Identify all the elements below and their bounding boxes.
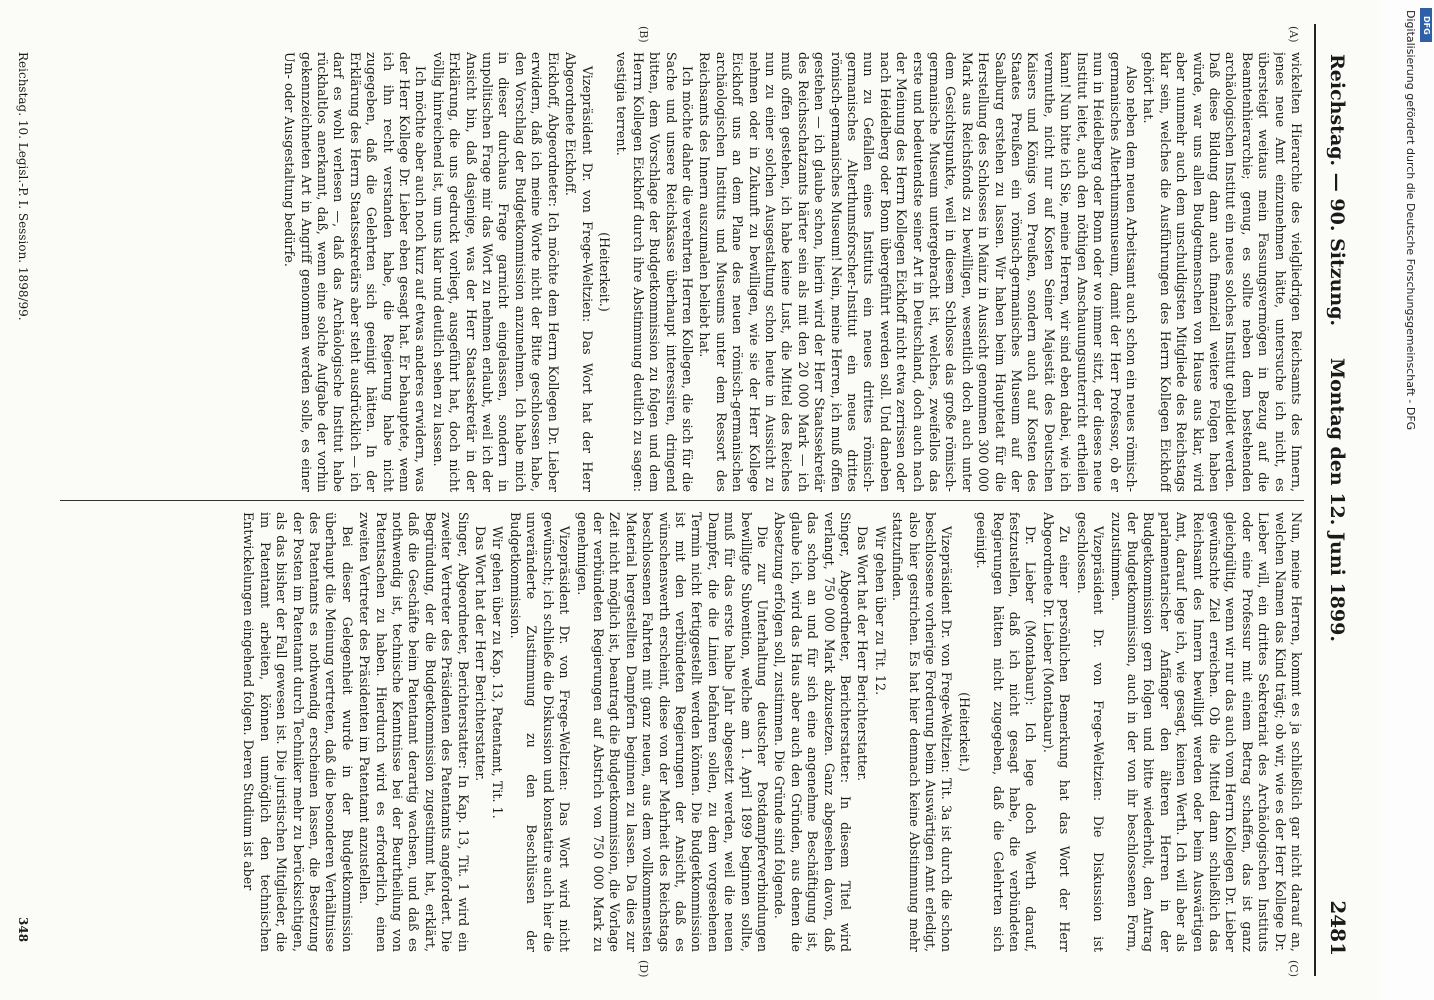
- column-divider: [60, 500, 1304, 501]
- digitization-credit: [1402, 0, 1432, 1000]
- paragraph: Vizepräsident Dr. von Frege-Weltzien: Tit. 3a ist durch die schon beschlossene vorherige Forderung beim Auswärtigen Amt erledigt, also hier gestrichen. Es hat hier demnach keine Abstimmung mehr stattzufinden.: [890, 512, 955, 952]
- paragraph: Singer, Abgeordneter, Berichterstatter: In diesem Titel wird verlangt, 750 000 Mark abzusetzen. Ganz abgesehen davon, daß das schon an und für sich eine angenehme Beschäftigung ist, glaube ich, wird das Haus aber auch den Gründen, aus denen die Absetzung erfolgen soll, zustimmen. Die Gründe sind folgende.: [772, 512, 854, 952]
- page-header: [1320, 24, 1354, 976]
- digitization-credit-text: Digitalisierung gefördert durch die Deutsche Forschungsgemeinschaft - DFG: [1404, 10, 1417, 431]
- paragraph: Wir gehen über zu Tit. 12.: [872, 526, 888, 696]
- paragraph: (Heiterkeit.): [956, 692, 972, 772]
- margin-marker-b: (B): [637, 26, 650, 43]
- paragraph: Dr. Lieber (Montabaur): Ich lege doch Werth darauf, festzustellen, daß ich nicht gesagt habe, die verbündeten Regierungen hätten nicht zugegeben, daß die Gelehrten sich geeinigt.: [974, 512, 1039, 952]
- right-text-column: [60, 512, 1304, 952]
- paragraph: Vizepräsident Dr. von Frege-Weltzien: Die Diskussion ist geschlossen.: [1074, 512, 1107, 952]
- paragraph: Singer, Abgeordneter, Berichterstatter: In Kap. 13, Tit. 1 wird ein zweiter Vertreter des Präsidenten des Patentamts angefordert. Die Begründung, der die Budgetkommission zugestimmt hat, erklärt, daß die Geschäfte beim Patentamt derartig wachsen, und daß es nothwendig ist, technische Kenntnisse bei der Beurtheilung von Patentsachen zu haben. Hierdurch wird es erforderlich, einen zweiten Vertreter des Präsidenten im Patentamt anzustellen.: [357, 512, 471, 952]
- paragraph: Das Wort hat der Herr Berichterstatter.: [473, 526, 489, 782]
- paragraph: wickelten Hierarchie des vielgliedrigen Reichsamts des Innern, jenes neue Amt einzunehmen hätte, untersuche ich nicht, es übersteigt weitaus mein Fassungsvermögen in Bezug auf die Beamtenhierarchie; genug, es sollte neben dem bestehenden archäologischen Institut ein neues solches Institut gebildet werden. Daß diese Bildung dann auch finanziell weitere Folgen haben würde, war uns allen Budgetmenschen von Hause aus klar, wird aber nunmehr auch dem unschuldigsten Mitgliede des Reichstags klar sein, welches die Ausführungen des Herrn Kollegen Eickhoff gehört hat.: [1141, 52, 1304, 492]
- margin-marker-a: (A): [1287, 26, 1300, 43]
- paragraph: Die zur Unterhaltung deutscher Postdampferverbindungen bewilligte Subvention, welche am 1. April 1899 beginnen sollte, muß für das erste halbe Jahr abgesetzt werden, weil die neuen Dampfer, die die Linien befahren sollen, zu dem vorgesehenen Termin nicht fertiggestellt werden können. Die Budgetkommission ist mit den verbündeten Regierungen der Ansicht, daß es wünschenswerth erscheint, diese von der Mehrheit des Reichstags beschlossenen Fahrten mit ganz neuen, aus dem vollkommensten Material hergestellten Dampfern beginnen zu lassen. Da dies zur Zeit nicht möglich ist, beantragt die Budgetkommission, die Vorlage der verbündeten Regierungen auf Abstrich von 750 000 Mark zu genehmigen.: [574, 512, 770, 952]
- margin-marker-d: (D): [637, 960, 650, 978]
- header-date: Montag den 12. Juni 1899.: [1326, 358, 1348, 642]
- paragraph: Bei dieser Gelegenheit wurde in der Budgetkommission überhaupt die Meinung vertreten, daß die besonderen Verhältnisse des Patentamts es nothwendig erscheinen lassen, die Besetzung der Posten im Patentamt durch Techniker mehr zu berücksichtigen, als das bisher der Fall gewesen ist. Die juristischen Mitglieder, die im Patentamt arbeiten, können unmöglich den technischen Entwickelungen eingehend folgen. Deren Studium ist aber: [241, 512, 355, 952]
- header-session: Reichstag. — 90. Sitzung.: [1326, 54, 1348, 327]
- footer-sheet-number: 348: [16, 917, 30, 943]
- footer-session-info: Reichstag. 10. Legisl.-P. I. Session. 1898/99.: [16, 52, 30, 321]
- header-rule: [1314, 24, 1316, 976]
- paragraph: Zu einer persönlichen Bemerkung hat das Wort der Herr Abgeordnete Dr. Lieber (Montabaur).: [1040, 512, 1073, 952]
- paragraph: Also neben dem neuen Arbeitsamt auch schon ein neues römisch-germanisches Alterthumsmuseum, damit der Herr Professor, ob er nun in Heidelberg oder Bonn oder wo immer sitzt, der dieses neue Institut leitet, auch den nöthigen Anschauungsunterricht ertheilen kann! Nun bitte ich Sie, meine Herren, wir sind eben dabei, wie ich vermuthe, nicht nur auf Kosten Seiner Majestät des Deutschen Kaisers und Königs von Preußen, sondern auch auf Kosten des Staates Preußen ein römisch-germanisches Museum auf der Saalburg erstehen zu lassen. Wir haben beim Hauptetat für die Herstellung des Schlosses in Mainz in Aussicht genommen 300 000 Mark aus Reichsfonds zu bewilligen, wesentlich doch auch unter dem Gesichtspunkte, weil in diesem Schlosse das große römisch-germanische Museum untergebracht ist, welches, zweifellos das erste und bedeutendste seiner Art in Deutschland, doch auch nach der Meinung des Herrn Kollegen Eickhoff nicht etwa zerrissen oder nach Heidelberg oder Bonn übergeführt werden soll. Und daneben nun zu Gefallen eines Instituts ein neues drittes römisch-germanisches Alterthumsforscher-Institut ein neues drittes römisch-germanisches Museum! Nein, meine Herren, ich muß offen gestehen — ich glaube schon, hierin wird der Herr Staatssekretär des Reichsschatzamts härter sein als mit den 20 000 Mark — ich muß offen gestehen, ich habe keine Lust, die Mittel des Reiches nun zu einer solchen Ausgestaltung schon heute in Aussicht zu nehmen oder in Zukunft zu bewilligen, wie sie der Herr Kollege Eickhoff uns an dem Plane des neuen römisch-germanischen archäologischen Instituts und Museums unter dem Ressort des Reichsamts des Innern auszumalen beliebt hat.: [697, 52, 1139, 492]
- paragraph: (Heiterkeit.): [596, 232, 612, 312]
- paragraph: Ich möchte daher die verehrten Herren Kollegen, die sich für die Sache und unsere Reichskasse überhaupt interessiren, dringend bitten, dem Vorschlage der Budgetkommission zu folgen und dem Herrn Kollegen Eickhoff durch ihre Abstimmung deutlich zu sagen: vestigia terrent.: [614, 52, 695, 492]
- paragraph: Wir gehen über zu Kap. 13, Patentamt, Tit. 1.: [490, 526, 506, 819]
- paragraph: Eickhoff, Abgeordneter: Ich möchte dem Herrn Kollegen Dr. Lieber erwidern, daß ich meine Worte nicht der Bitte geschlossen habe, den Vorschlag der Budgetkommission anzunehmen. Ich habe mich in dieser durchaus Frage garnicht eingelassen, sondern in unpolitischen Frage mir das Wort zu nehmen erlaubt, weil ich der Ansicht bin, daß dasjenige, was der Herr Staatssekretär in der Erklärung, die uns gedruckt vorliegt, ausgeführt hat, doch nicht völlig hinreichend ist, um uns klar und deutlich sehen zu lassen.: [430, 52, 561, 492]
- paragraph: Vizepräsident Dr. von Frege-Weltzien: Das Wort hat der Herr Abgeordnete Eickhoff.: [563, 52, 595, 492]
- margin-marker-c: (C): [1287, 960, 1300, 977]
- page-number: 2481: [1326, 900, 1350, 956]
- left-text-column: [60, 52, 1304, 492]
- dfg-logo: DFG: [1420, 8, 1432, 42]
- paragraph: Nun, meine Herren, kommt es ja schließlich gar nicht darauf an, welchen Namen das Kind trägt; ob wir, wie es der Herr Kollege Dr. Lieber will, ein drittes Sekretariat des Archäologischen Instituts oder eine Professur mit einem Betrag schaffen, das ist ganz gleichgültig, wenn wir nur das auch vom Herrn Kollegen Dr. Lieber gewünschte Ziel erreichen. Ob die Mittel dann schließlich das Reichsamt des Innern bewilligt werden oder beim Auswärtigen Amt, darauf lege ich, wie gesagt, keinen Werth. Ich will aber als parlamentarischer Anfänger den älteren Herren in der Budgetkommission gern folgen und bitte wiederholt, den Antrag der Budgetkommission, auch in der von ihr beschlossenen Form, zuzustimmen.: [1108, 512, 1304, 952]
- paragraph: Vizepräsident Dr. von Frege-Weltzien: Das Wort wird nicht gewünscht; ich schließe die Diskussion und konstatire auch hier die unveränderte Zustimmung zu den Beschlüssen der Budgetkommission.: [507, 512, 573, 952]
- paragraph: Ich möchte aber auch noch kurz auf etwas anderes erwidern, was der Herr Kollege Dr. Lieber eben gesagt hat. Er behauptete, wenn ich ihn recht verstanden habe, die Regierung habe nicht zugegeben, daß die Gelehrten sich geeinigt hätten. In der Erklärung des Herrn Staatssekretärs aber steht ausdrücklich — ich darf es wohl verlesen —, daß das Archäologische Institut habe rückhaltlos anerkannt, daß, wenn eine solche Aufgabe der vorhin gekennzeichneten Art in Angriff genommen werden solle, es einer Um- oder Ausgestaltung bedürfe.: [282, 52, 429, 492]
- paragraph: Das Wort hat der Herr Berichterstatter.: [855, 526, 871, 782]
